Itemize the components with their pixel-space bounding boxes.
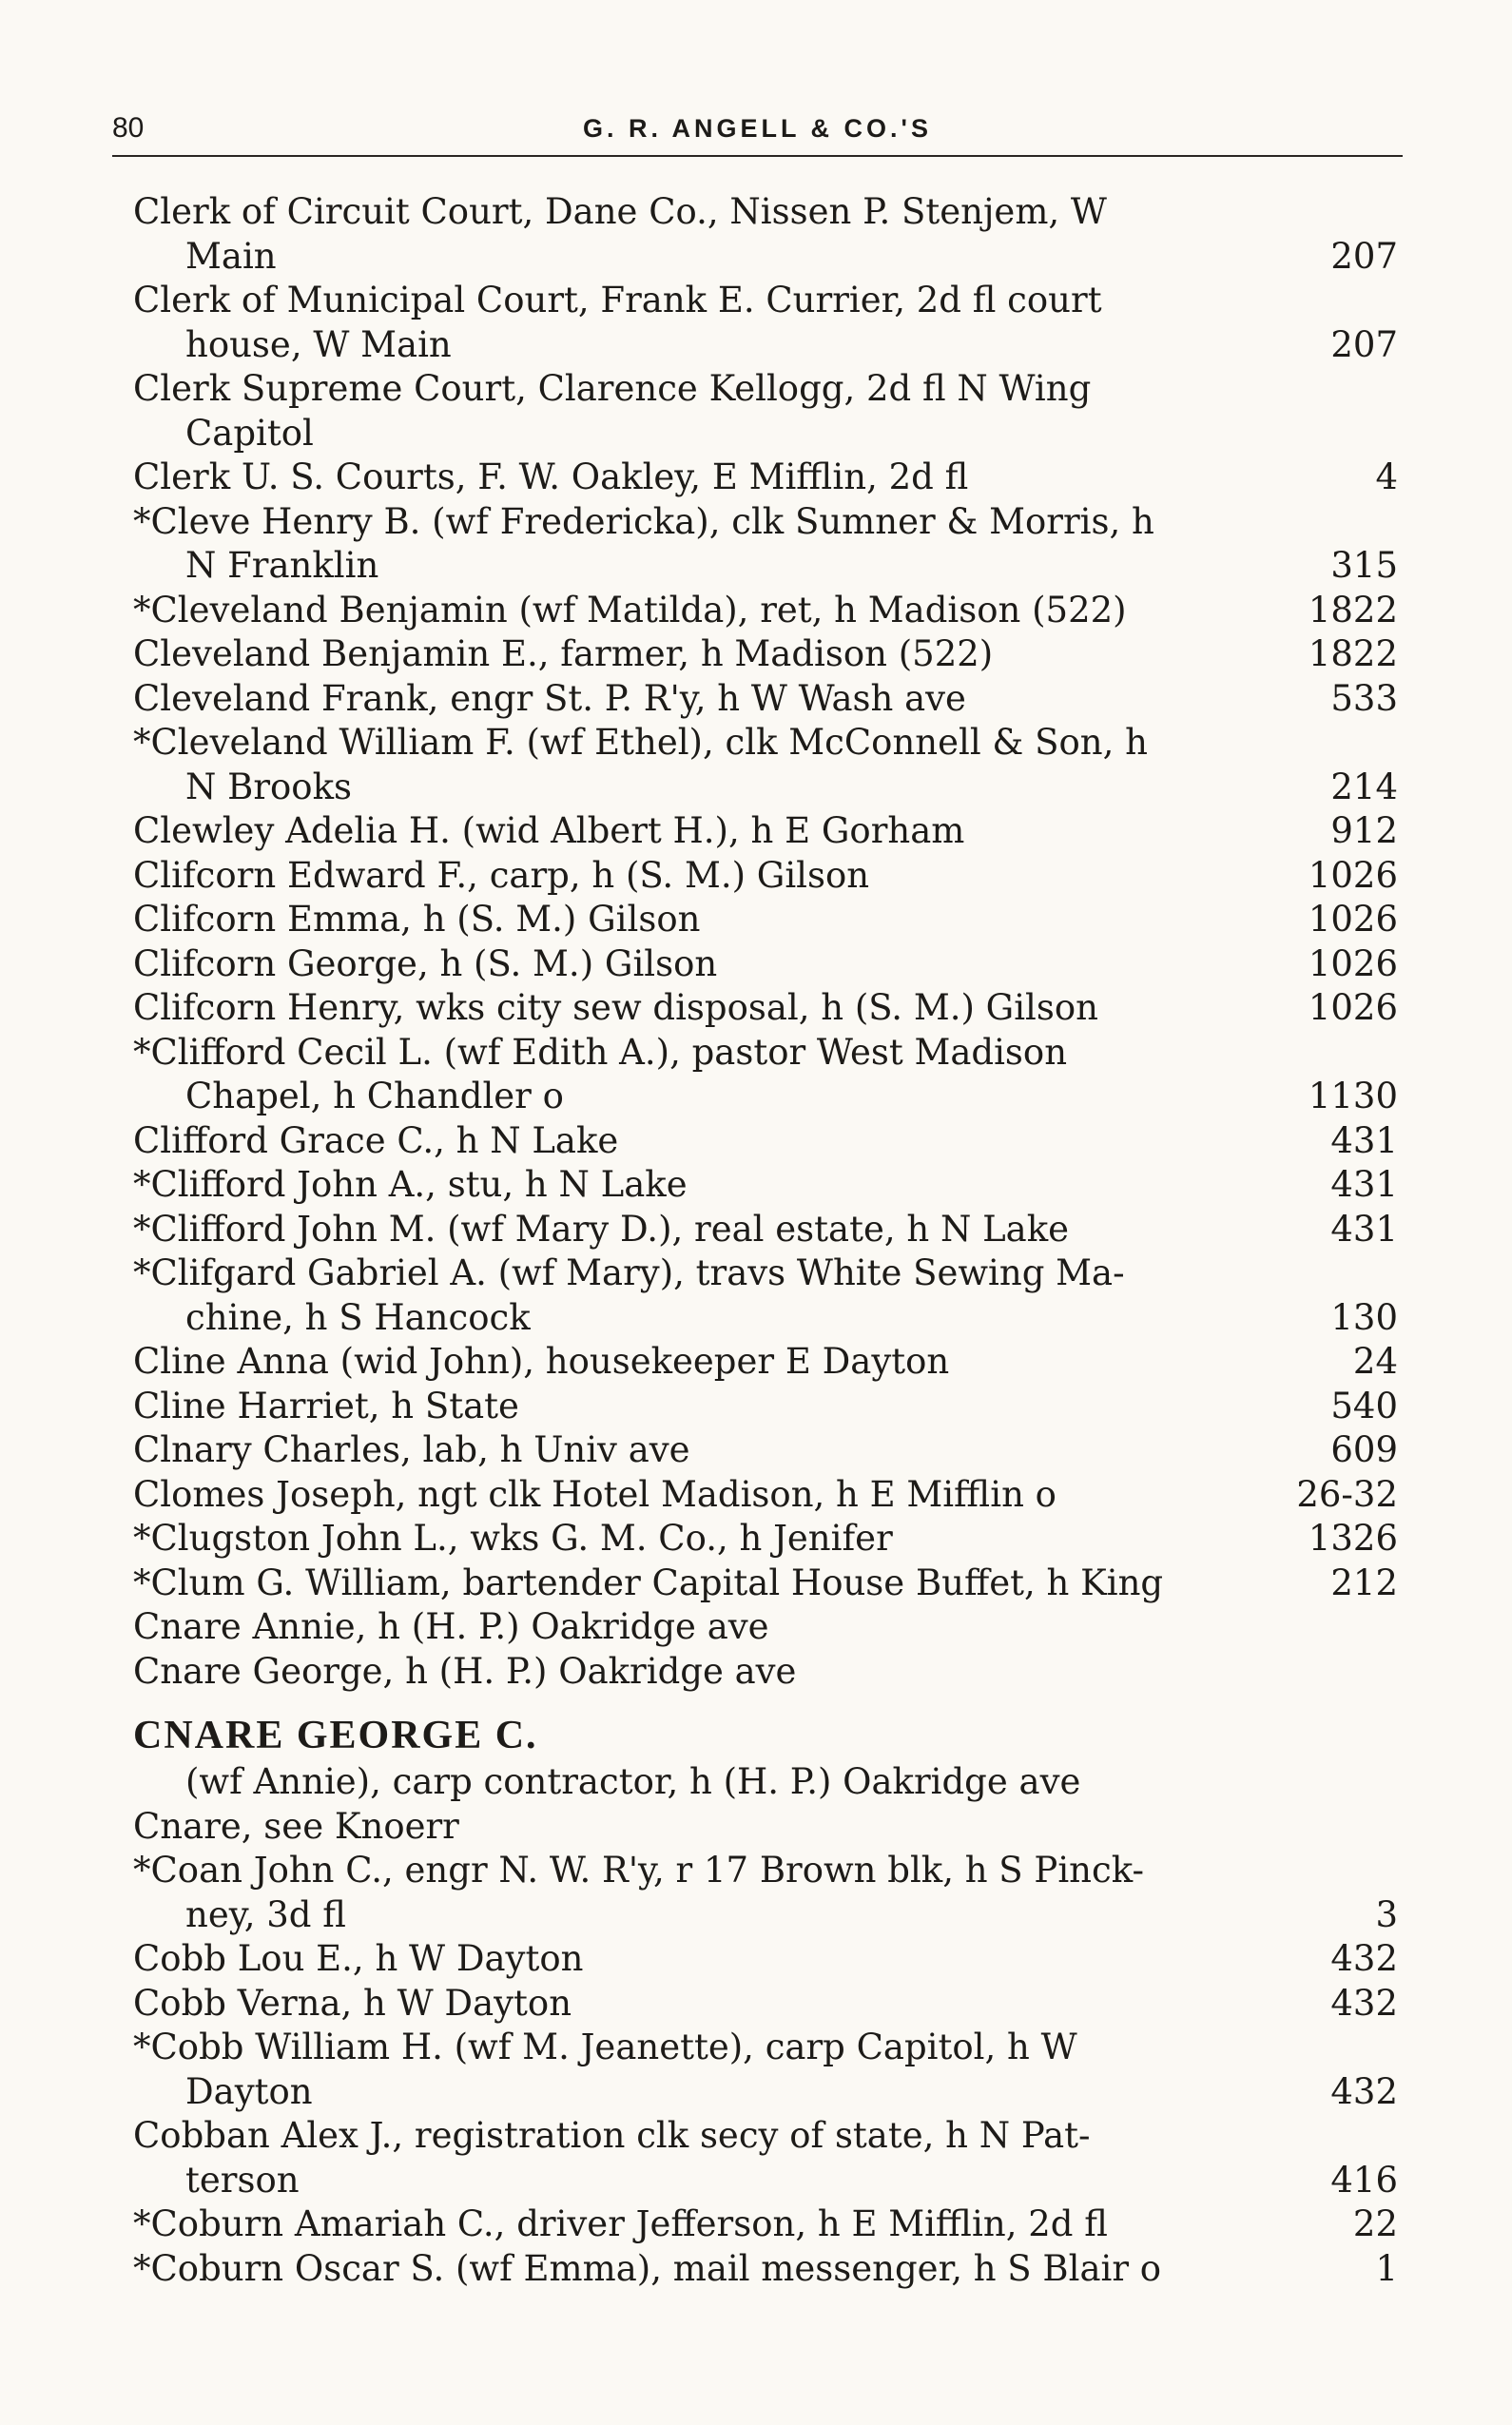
entry-text: *Cobb William H. (wf M. Jeanette), carp Capitol, h W: [133, 2027, 1077, 2067]
directory-entry: [133, 2202, 1403, 2247]
house-number: 609: [1330, 1429, 1398, 1470]
entry-continuation: Chapel, h Chandler o: [185, 1076, 564, 1116]
entries-after-feature: [133, 1805, 1403, 2292]
house-number: 1: [1375, 2247, 1398, 2289]
entry-text: *Cleveland Benjamin (wf Matilda), ret, h Madison (522): [133, 589, 1127, 630]
entries-before-feature: [133, 190, 1403, 1694]
directory-entry: [133, 1340, 1403, 1385]
house-number: 431: [1330, 1208, 1398, 1250]
page-header: [112, 105, 1403, 152]
directory-entry: [133, 1473, 1403, 1518]
entry-text: Cleveland Benjamin E., farmer, h Madison (522): [133, 633, 994, 674]
entry-text: Cline Anna (wid John), housekeeper E Dayton: [133, 1341, 950, 1382]
entry-continuation: chine, h S Hancock: [185, 1296, 531, 1338]
entry-text: *Clifford John M. (wf Mary D.), real estate, h N Lake: [133, 1208, 1070, 1250]
house-number: 431: [1330, 1119, 1398, 1161]
entry-text: *Clifford Cecil L. (wf Edith A.), pastor West Madison: [133, 1031, 1068, 1073]
entry-continuation: house, W Main: [185, 323, 452, 365]
entry-text: Clomes Joseph, ngt clk Hotel Madison, h E Mifflin o: [133, 1473, 1056, 1515]
entry-text: Cnare George, h (H. P.) Oakridge ave: [133, 1650, 797, 1692]
house-number: 1026: [1308, 987, 1398, 1028]
house-number: 207: [1330, 235, 1398, 277]
feature-description: (wf Annie), carp contractor, h (H. P.) Oakridge ave: [185, 1761, 1081, 1802]
entry-continuation: Main: [185, 235, 277, 277]
directory-entry: [133, 898, 1403, 942]
directory-entry: [133, 1385, 1403, 1429]
directory-entry: [133, 632, 1403, 677]
entry-text: Cobb Lou E., h W Dayton: [133, 1938, 584, 1979]
directory-entry: [133, 1562, 1403, 1606]
house-number: 4: [1375, 456, 1398, 497]
directory-entry: [133, 1605, 1403, 1650]
header-rule: [112, 155, 1403, 157]
house-number: 912: [1330, 810, 1398, 851]
entry-text: Clifcorn Henry, wks city sew disposal, h (S. M.) Gilson: [133, 987, 1098, 1028]
directory-entry: [133, 1119, 1403, 1164]
page-number: 80: [112, 112, 145, 144]
house-number: 24: [1352, 1341, 1398, 1382]
house-number: 540: [1330, 1385, 1398, 1426]
house-number: 315: [1330, 545, 1398, 586]
directory-entry: [133, 854, 1403, 899]
house-number: 432: [1330, 1938, 1398, 1979]
directory-entry: [133, 986, 1403, 1031]
entry-text: Clerk of Municipal Court, Frank E. Currier, 2d fl court: [133, 280, 1102, 320]
house-number: 212: [1330, 1562, 1398, 1603]
house-number: 533: [1330, 677, 1398, 719]
directory-entry: [133, 721, 1403, 809]
directory-entry: [133, 500, 1403, 589]
directory-entry: [133, 1849, 1403, 1937]
directory-entry: [133, 1805, 1403, 1850]
entry-continuation: terson: [185, 2159, 300, 2201]
directory-entry: [133, 942, 1403, 987]
entry-continuation: N Brooks: [185, 766, 352, 807]
directory-entry: [133, 1982, 1403, 2027]
directory-entry: [133, 1031, 1403, 1119]
entry-text: *Clugston John L., wks G. M. Co., h Jenifer: [133, 1518, 893, 1559]
entry-text: Cleveland Frank, engr St. P. R'y, h W Wash ave: [133, 677, 966, 719]
house-number: 432: [1330, 2070, 1398, 2112]
entry-text: *Cleveland William F. (wf Ethel), clk McConnell & Son, h: [133, 722, 1148, 763]
entry-text: Clifford Grace C., h N Lake: [133, 1119, 619, 1161]
house-number: 130: [1330, 1296, 1398, 1338]
directory-entry: [133, 456, 1403, 500]
entry-text: Cobb Verna, h W Dayton: [133, 1982, 572, 2024]
entry-continuation: ney, 3d fl: [185, 1893, 346, 1935]
directory-entry: [133, 279, 1403, 367]
entry-text: Clnary Charles, lab, h Univ ave: [133, 1429, 690, 1470]
directory-entry: [133, 677, 1403, 722]
house-number: 431: [1330, 1164, 1398, 1205]
entry-continuation: Capitol: [185, 412, 314, 454]
house-number: 1822: [1308, 589, 1398, 630]
entry-text: *Cleve Henry B. (wf Fredericka), clk Sumner & Morris, h: [133, 500, 1154, 542]
entry-text: Cobban Alex J., registration clk secy of state, h N Pat-: [133, 2115, 1091, 2156]
house-number: 1822: [1308, 633, 1398, 674]
entry-text: Clifcorn Edward F., carp, h (S. M.) Gilson: [133, 854, 870, 896]
directory-entry: [133, 809, 1403, 854]
entry-text: *Coburn Amariah C., driver Jefferson, h E Mifflin, 2d fl: [133, 2203, 1108, 2244]
entry-text: Clifcorn Emma, h (S. M.) Gilson: [133, 899, 701, 940]
directory-entry: [133, 589, 1403, 633]
directory-entry: [133, 1208, 1403, 1252]
entry-continuation: N Franklin: [185, 545, 379, 586]
house-number: 26-32: [1296, 1473, 1398, 1515]
feature-heading: CNARE GEORGE C.: [133, 1714, 538, 1757]
entry-text: Cline Harriet, h State: [133, 1385, 519, 1426]
directory-entry: [133, 2247, 1403, 2292]
house-number: 22: [1352, 2203, 1398, 2244]
entry-text: Clifcorn George, h (S. M.) Gilson: [133, 942, 718, 984]
entry-text: *Clifford John A., stu, h N Lake: [133, 1164, 688, 1205]
house-number: 1026: [1308, 854, 1398, 896]
directory-entry: [133, 1650, 1403, 1695]
house-number: 416: [1330, 2159, 1398, 2201]
entry-text: Cnare, see Knoerr: [133, 1805, 459, 1847]
directory-entry: [133, 1163, 1403, 1208]
entry-text: *Clifgard Gabriel A. (wf Mary), travs White Sewing Ma-: [133, 1252, 1125, 1293]
entry-continuation: Dayton: [185, 2070, 313, 2112]
entry-text: Clerk of Circuit Court, Dane Co., Nissen P. Stenjem, W: [133, 191, 1107, 232]
house-number: 214: [1330, 766, 1398, 807]
entry-text: Clerk U. S. Courts, F. W. Oakley, E Mifflin, 2d fl: [133, 456, 969, 497]
directory-entry: [133, 367, 1403, 456]
house-number: 1026: [1308, 899, 1398, 940]
house-number: 1026: [1308, 942, 1398, 984]
house-number: 1326: [1308, 1518, 1398, 1559]
entry-text: Clewley Adelia H. (wid Albert H.), h E Gorham: [133, 810, 965, 851]
running-title: G. R. ANGELL & CO.'S: [583, 114, 932, 143]
directory-entry: [133, 1937, 1403, 1982]
directory-entry: [133, 1251, 1403, 1340]
house-number: 1130: [1308, 1076, 1398, 1116]
directory-entry: [133, 2114, 1403, 2202]
entry-text: Cnare Annie, h (H. P.) Oakridge ave: [133, 1606, 769, 1647]
directory-entry: [133, 2026, 1403, 2114]
entry-text: *Coan John C., engr N. W. R'y, r 17 Brown blk, h S Pinck-: [133, 1850, 1144, 1891]
house-number: 3: [1375, 1893, 1398, 1935]
directory-entry: [133, 1517, 1403, 1562]
entry-text: *Clum G. William, bartender Capital House Buffet, h King: [133, 1562, 1164, 1603]
house-number: 207: [1330, 323, 1398, 365]
directory-entry: [133, 190, 1403, 279]
directory-listing: [133, 190, 1403, 2291]
house-number: 432: [1330, 1982, 1398, 2024]
directory-entry: [133, 1428, 1403, 1473]
entry-text: Clerk Supreme Court, Clarence Kellogg, 2d fl N Wing: [133, 368, 1092, 409]
entry-text: *Coburn Oscar S. (wf Emma), mail messenger, h S Blair o: [133, 2247, 1162, 2289]
